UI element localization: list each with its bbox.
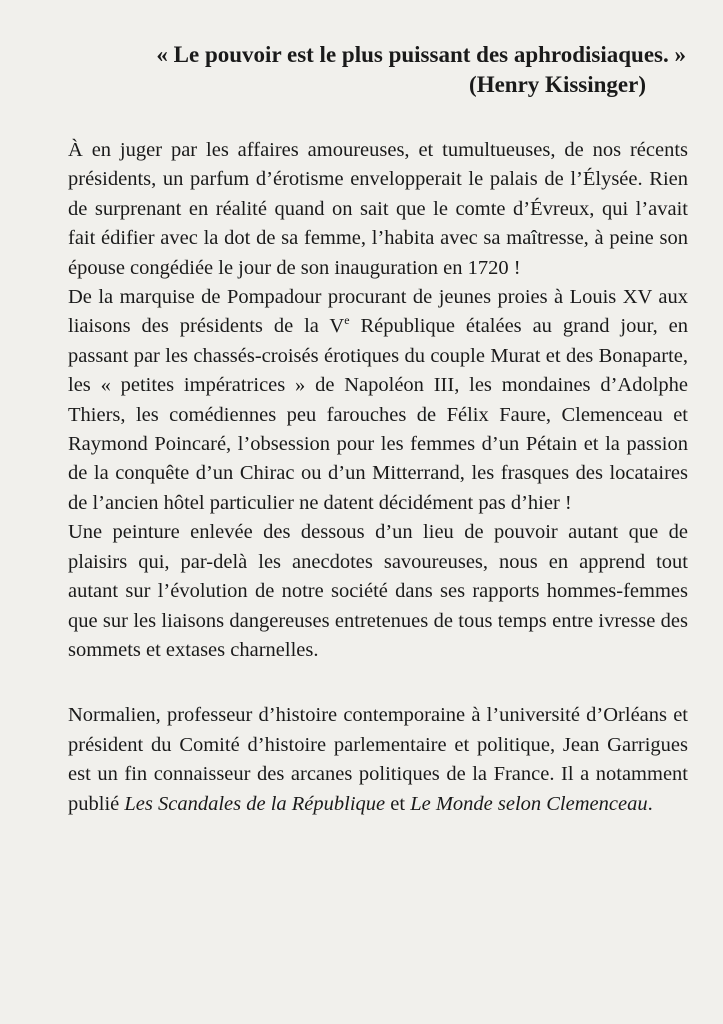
blurb-p2-end: République étalées au grand jour, en passant par les chassés-croisés érotiques du couple Murat et des Bonaparte, les « petites impératrices » de Napoléon III, les mondaines d’Adolphe Thiers, les comédiennes peu farouches de Félix Faure, Clemenceau et Raymond Poincaré, l’obsession pour les femmes d’un Pétain et la passion de la conquête d’un Chirac ou d’un Mitterrand, les frasques des locataires de l’ancien hôtel particulier ne datent décidément pas d’hier ! — [68, 315, 689, 514]
blurb-paragraph-1: À en juger par les affaires amoureuses, et tumultueuses, de nos récents présidents, un parfum d’érotisme envelopperait le palais de l’Élysée. Rien de surprenant en réalité quand on sait que le comte d’Évreux, qui l’avait fait édifier avec la dot de sa femme, l’habita avec sa maîtresse, à peine son épouse congédiée le jour de son inauguration en 1720 ! — [68, 139, 688, 279]
bio-text-1: Normalien, professeur d’histoire contemporaine à l’université d’Orléans et président du Comité d’histoire parlementaire et politique, Jean Garrigues est un fin connaisseur des arcanes politiques de la France. Il a notamment publié — [68, 704, 688, 815]
blurb-p2-start: De la marquise de Pompadour procurant de jeunes proies à Louis XV aux liaisons des présidents de la V — [68, 286, 688, 338]
bio-paragraph — [68, 701, 688, 819]
epigraph — [68, 40, 686, 100]
bio-text-2: et — [385, 792, 411, 815]
epigraph-author: (Henry Kissinger) — [469, 72, 646, 97]
bio-text-3: . — [647, 792, 653, 815]
ordinal-superscript: e — [344, 313, 350, 328]
epigraph-text: « Le pouvoir est le plus puissant des aphrodisiaques. » — [156, 42, 686, 67]
back-cover — [68, 40, 688, 819]
book-title-2: Le Monde selon Clemenceau — [410, 792, 648, 815]
book-title-1: Les Scandales de la République — [124, 792, 386, 815]
book-blurb — [68, 136, 688, 665]
blurb-paragraph-2 — [68, 283, 688, 518]
author-bio — [68, 701, 688, 819]
blurb-paragraph-3: Une peinture enlevée des dessous d’un lieu de pouvoir autant que de plaisirs qui, par-delà les anecdotes savoureuses, nous en apprend tout autant sur l’évolution de notre société dans ses rapports hommes-femmes que sur les liaisons dangereuses entretenues de tous temps entre ivresse des sommets et extases charnelles. — [68, 521, 688, 661]
